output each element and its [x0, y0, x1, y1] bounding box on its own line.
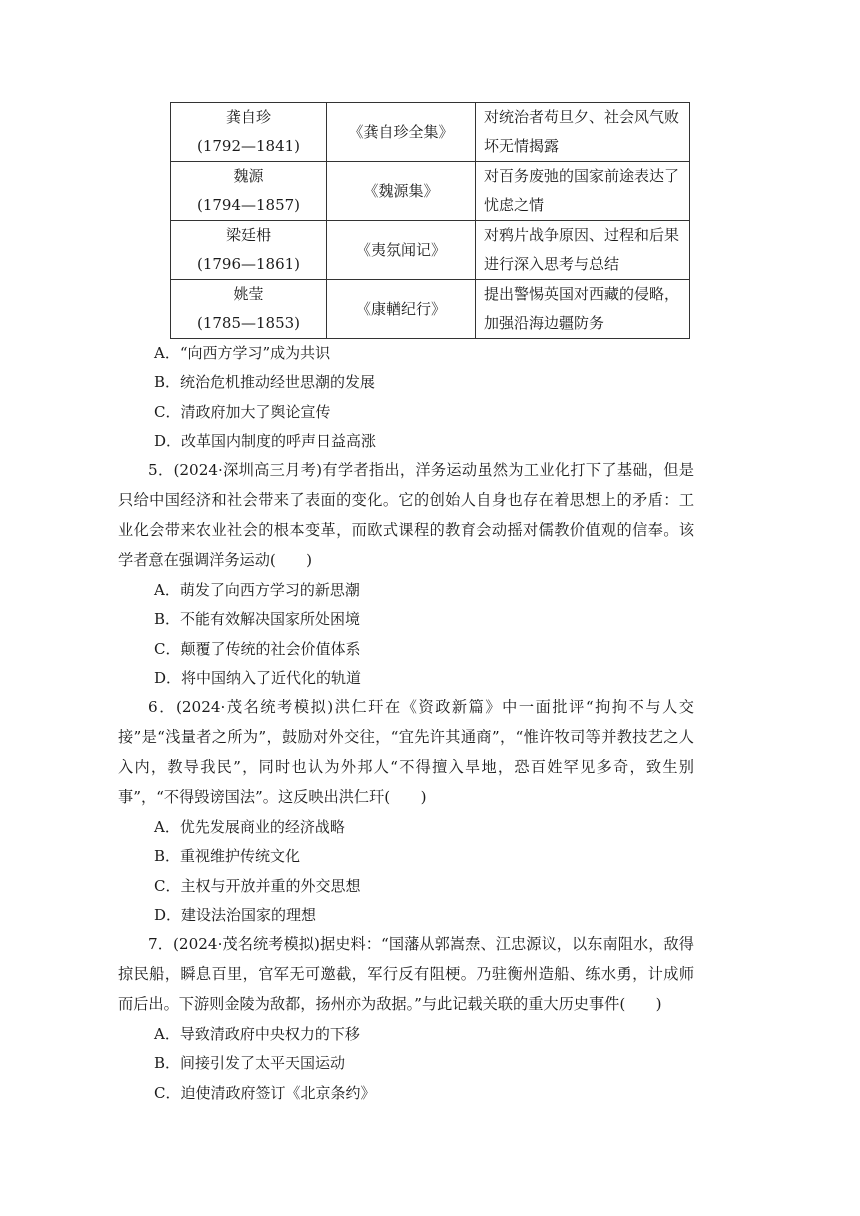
q5-stem: 5．(2024·深圳高三月考)有学者指出，洋务运动虽然为工业化打下了基础，但是只给中国经济和社会带来了表面的变化。它的创始人自身也存在着思想上的矛盾：工业化会带来农业社会的根本变革，而欧式课程的教育会动摇对儒教价值观的信奉。该学者意在强调洋务运动( ): [118, 461, 694, 569]
q6-option-a: A．优先发展商业的经济战略: [154, 818, 345, 836]
q7-option-a: A．导致清政府中央权力的下移: [154, 1025, 360, 1043]
table-cell-work: 《康輶纪行》: [327, 280, 476, 339]
table-cell-content: 对百务废弛的国家前途表达了 忧虑之情: [476, 162, 690, 221]
q4-option-d: D．改革国内制度的呼声日益高涨: [154, 432, 377, 450]
q5-option-a: A．萌发了向西方学习的新思潮: [154, 581, 360, 599]
table-cell-work: 《魏源集》: [327, 162, 476, 221]
q5-option-b: B．不能有效解决国家所处困境: [154, 610, 361, 628]
q5-option-d: D．将中国纳入了近代化的轨道: [154, 669, 362, 687]
table-cell-work: 《龚自珍全集》: [327, 103, 476, 162]
table-row: [171, 280, 690, 339]
table-cell-content: 对统治者苟旦夕、社会风气败 坏无情揭露: [476, 103, 690, 162]
q7-option-b: B．间接引发了太平天国运动: [154, 1054, 346, 1072]
table-row: [171, 162, 690, 221]
table-row: [171, 103, 690, 162]
table-cell-work: 《夷氛闻记》: [327, 221, 476, 280]
table-row: [171, 221, 690, 280]
historians-table: [170, 102, 690, 339]
q4-option-c: C．清政府加大了舆论宣传: [154, 403, 331, 421]
q6-option-d: D．建设法治国家的理想: [154, 906, 317, 924]
q6-option-b: B．重视维护传统文化: [154, 847, 301, 865]
table-cell-name: 龚自珍 (1792—1841): [171, 103, 327, 162]
table-cell-content: 对鸦片战争原因、过程和后果 进行深入思考与总结: [476, 221, 690, 280]
q6-stem: 6．(2024·茂名统考模拟)洪仁玕在《资政新篇》中一面批评“拘拘不与人交接”是“浅量者之所为”，鼓励对外交往，“宜先许其通商”，“惟许牧司等并教技艺之人入内，教导我民”，同时也认为外邦人“不得擅入旱地，恐百姓罕见多奇，致生别事”，“不得毁谤国法”。这反映出洪仁玕( ): [118, 698, 694, 806]
table-cell-content: 提出警惕英国对西藏的侵略， 加强沿海边疆防务: [476, 280, 690, 339]
q4-option-a: A．“向西方学习”成为共识: [154, 344, 331, 362]
table-cell-name: 梁廷枏 (1796—1861): [171, 221, 327, 280]
table-cell-name: 魏源 (1794—1857): [171, 162, 327, 221]
q7-stem: 7．(2024·茂名统考模拟)据史料：“国藩从郭嵩焘、江忠源议，以东南阻水，敌得掠民船，瞬息百里，官军无可邀截，军行反有阻梗。乃驻衡州造船、练水勇，计成师而后出。下游则金陵为敌都，扬州亦为敌据。”与此记载关联的重大历史事件( ): [118, 935, 694, 1013]
q5-option-c: C．颠覆了传统的社会价值体系: [154, 640, 361, 658]
table-cell-name: 姚莹 (1785—1853): [171, 280, 327, 339]
q7-option-c: C．迫使清政府签订《北京条约》: [154, 1084, 376, 1102]
q4-option-b: B．统治危机推动经世思潮的发展: [154, 373, 376, 391]
q6-option-c: C．主权与开放并重的外交思想: [154, 877, 361, 895]
